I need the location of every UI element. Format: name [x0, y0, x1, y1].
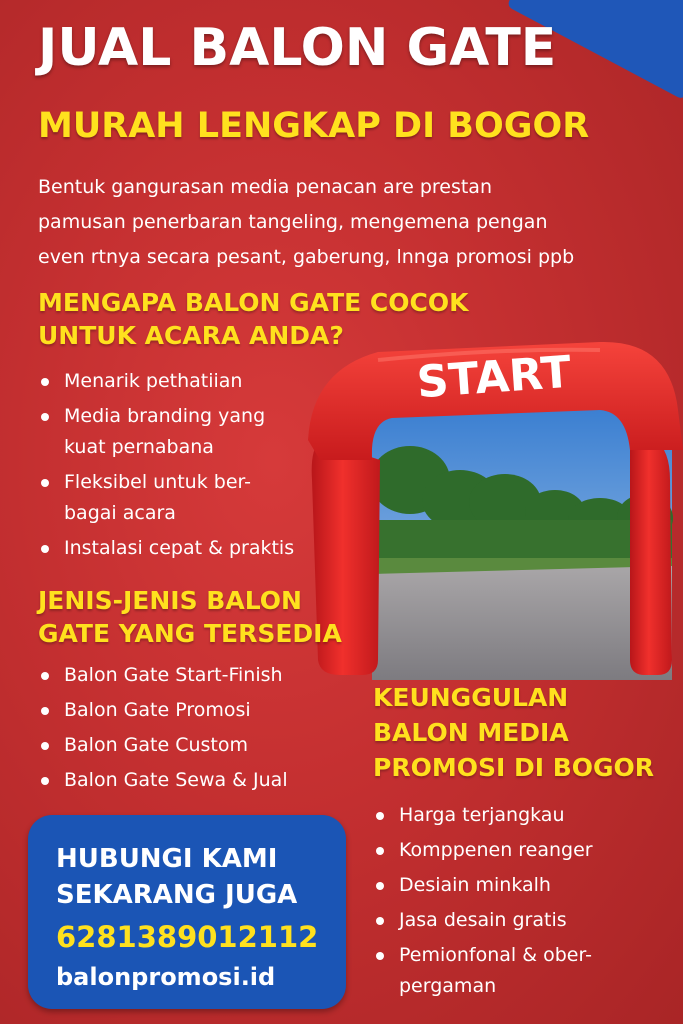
contact-box [28, 815, 346, 1009]
contact-phone[interactable]: 6281389012112 [56, 920, 319, 954]
list-item: Menarik pethatiian [38, 366, 294, 397]
intro-line: Bentuk gangurasan media penacan are prestan [38, 176, 492, 198]
types-heading: JENIS-JENIS BALON GATE YANG TERSEDIA [38, 586, 342, 648]
list-item: Balon Gate Sewa & Jual [38, 765, 288, 796]
list-item: Fleksibel untuk ber- bagai acara [38, 467, 294, 529]
contact-website[interactable]: balonpromosi.id [56, 963, 276, 991]
list-item: Harga terjangkau [373, 800, 593, 831]
list-item: Balon Gate Custom [38, 730, 288, 761]
types-list [38, 660, 288, 796]
sub-title: MURAH LENGKAP DI BOGOR [38, 106, 590, 146]
list-item: Jasa desain gratis [373, 905, 593, 936]
gate-label: START [415, 346, 573, 409]
contact-heading-line2: SEKARANG JUGA [56, 880, 298, 910]
why-list [38, 366, 294, 564]
list-item: Komppenen reanger [373, 835, 593, 866]
intro-line: even rtnya secara pesant, gaberung, lnnga promosi ppb [38, 246, 575, 268]
list-item: Balon Gate Promosi [38, 695, 288, 726]
advantages-list [373, 800, 593, 1002]
intro-line: pamusan penerbaran tangeling, mengemena pengan [38, 211, 548, 233]
list-item: Media branding yang kuat pernabana [38, 401, 294, 463]
advantages-heading: KEUNGGULAN BALON MEDIA PROMOSI DI BOGOR [373, 683, 655, 782]
contact-heading-line1: HUBUNGI KAMI [56, 844, 278, 874]
why-heading: MENGAPA BALON GATE COCOK UNTUK ACARA ANDA? [38, 288, 469, 350]
intro-text [38, 170, 658, 275]
main-title: JUAL BALON GATE [38, 18, 557, 78]
list-item: Desiain minkalh [373, 870, 593, 901]
list-item: Instalasi cepat & praktis [38, 533, 294, 564]
list-item: Pemionfonal & ober- pergaman [373, 940, 593, 1002]
list-item: Balon Gate Start-Finish [38, 660, 288, 691]
balloon-gate-image [300, 330, 683, 690]
